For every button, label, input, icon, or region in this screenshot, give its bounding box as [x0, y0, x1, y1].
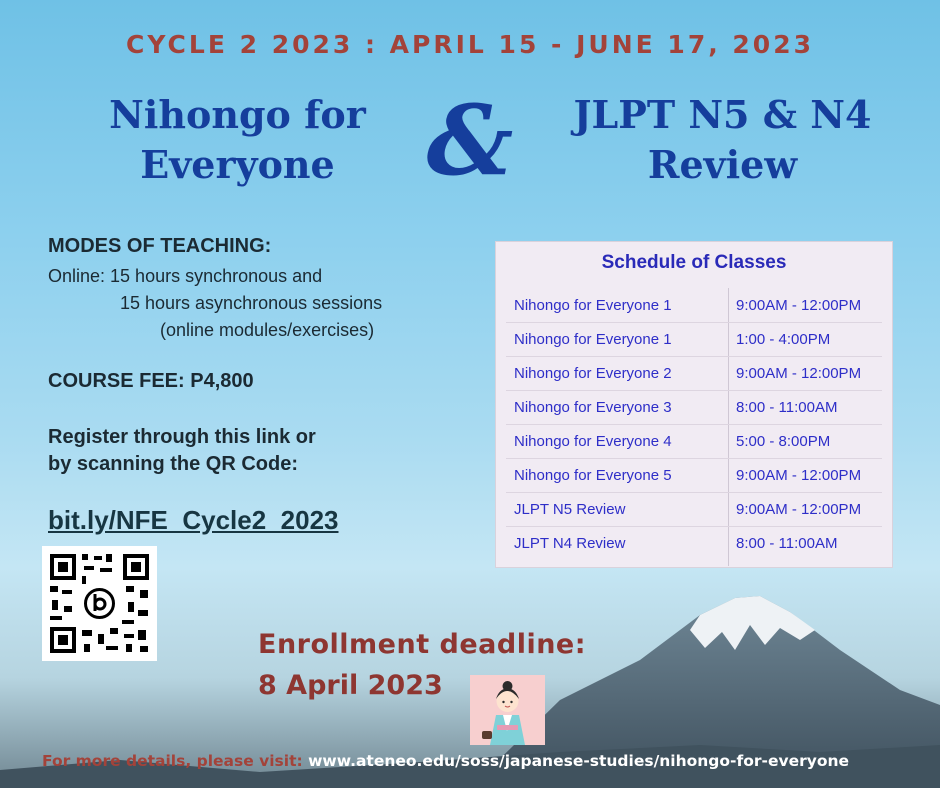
table-row	[496, 357, 892, 391]
course-name: JLPT N4 Review	[514, 535, 626, 552]
enrollment-deadline-label: Enrollment deadline:	[258, 629, 587, 660]
modes-heading: MODES OF TEACHING:	[48, 235, 272, 257]
title-nihongo	[55, 90, 420, 190]
footer-label: For more details, please visit:	[42, 752, 303, 770]
schedule-table	[495, 241, 893, 568]
table-row	[496, 289, 892, 323]
course-name: Nihongo for Everyone 2	[514, 365, 672, 382]
register-line-2: by scanning the QR Code:	[48, 453, 299, 475]
table-row	[496, 391, 892, 425]
cycle-dates: CYCLE 2 2023 : APRIL 15 - JUNE 17, 2023	[125, 30, 814, 59]
class-time: 9:00AM - 12:00PM	[736, 501, 862, 518]
register-line-1: Register through this link or	[48, 426, 316, 448]
ampersand: &	[426, 84, 514, 197]
table-row	[496, 425, 892, 459]
register-instructions	[48, 424, 316, 478]
title-jlpt-line1: JLPT N5 & N4	[573, 92, 872, 137]
modes-line-3: (online modules/exercises)	[160, 320, 375, 340]
table-row	[496, 459, 892, 493]
modes-line-1: Online: 15 hours synchronous and	[48, 266, 323, 286]
course-fee: COURSE FEE: P4,800	[48, 370, 254, 392]
title-jlpt	[520, 90, 925, 190]
enrollment-deadline-date: 8 April 2023	[258, 670, 443, 701]
schedule-title: Schedule of Classes	[601, 252, 787, 273]
class-time: 9:00AM - 12:00PM	[736, 297, 862, 314]
footer	[42, 752, 849, 770]
table-row	[496, 493, 892, 527]
footer-url[interactable]: www.ateneo.edu/soss/japanese-studies/nihongo-for-everyone	[308, 752, 850, 770]
course-name: Nihongo for Everyone 1	[514, 297, 672, 314]
course-name: Nihongo for Everyone 3	[514, 399, 672, 416]
modes-line-2: 15 hours asynchronous sessions	[120, 293, 383, 313]
title-jlpt-line2: Review	[647, 142, 798, 187]
course-name: JLPT N5 Review	[514, 501, 626, 518]
table-row	[496, 323, 892, 357]
class-time: 9:00AM - 12:00PM	[736, 365, 862, 382]
kimono-mascot-icon	[470, 675, 545, 745]
class-time: 1:00 - 4:00PM	[736, 331, 831, 348]
class-time: 9:00AM - 12:00PM	[736, 467, 862, 484]
title-nihongo-line1: Nihongo for	[109, 92, 366, 137]
table-row	[496, 527, 892, 561]
course-name: Nihongo for Everyone 4	[514, 433, 672, 450]
qr-code-icon[interactable]	[42, 546, 157, 661]
course-name: Nihongo for Everyone 5	[514, 467, 672, 484]
registration-link[interactable]: bit.ly/NFE_Cycle2_2023	[48, 505, 339, 535]
course-name: Nihongo for Everyone 1	[514, 331, 672, 348]
class-time: 5:00 - 8:00PM	[736, 433, 831, 450]
class-time: 8:00 - 11:00AM	[736, 535, 838, 552]
class-time: 8:00 - 11:00AM	[736, 399, 838, 416]
title-nihongo-line2: Everyone	[140, 142, 335, 187]
